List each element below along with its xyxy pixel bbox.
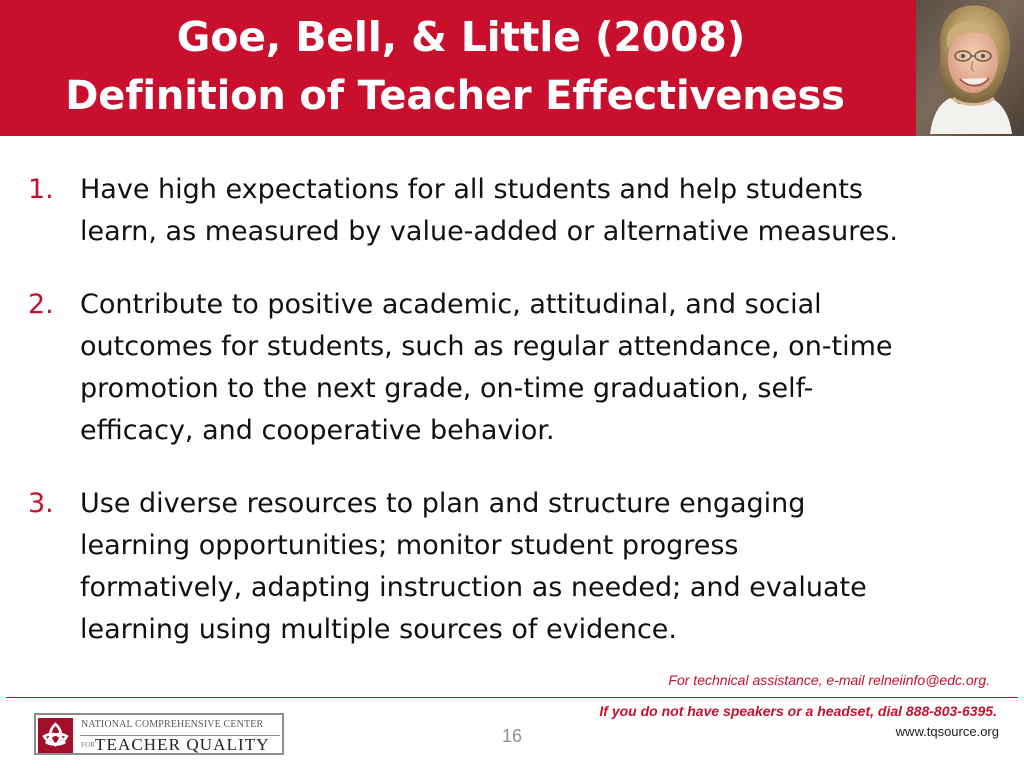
list-item-1-line-2: learn, as measured by value-added or alternative measures. bbox=[80, 216, 898, 247]
slide-title-line-2: Definition of Teacher Effectiveness bbox=[65, 73, 845, 119]
list-item-2-line-4: efficacy, and cooperative behavior. bbox=[80, 415, 555, 446]
list-item-1 bbox=[80, 169, 1010, 253]
logo-text-for: FOR bbox=[81, 741, 96, 749]
list-item-3-line-4: learning using multiple sources of evidence. bbox=[80, 614, 677, 645]
footer-divider bbox=[6, 697, 1018, 698]
national-comprehensive-center-logo bbox=[34, 713, 284, 755]
logo-text-national-center: NATIONAL COMPREHENSIVE CENTER bbox=[81, 719, 264, 730]
list-item-3-line-1: Use diverse resources to plan and structure engaging bbox=[80, 488, 806, 519]
slide-page-number: 16 bbox=[501, 726, 523, 746]
triquetra-knot-logo-icon bbox=[38, 718, 73, 753]
list-item-2 bbox=[80, 284, 1010, 452]
list-item-3 bbox=[80, 483, 1010, 651]
list-number-2: 2. bbox=[28, 289, 54, 320]
logo-text-teacher-quality: TEACHER QUALITY bbox=[95, 735, 270, 754]
list-item-2-line-2: outcomes for students, such as regular attendance, on-time bbox=[80, 331, 893, 362]
dial-in-note: If you do not have speakers or a headset, dial 888-803-6395. bbox=[599, 703, 997, 719]
technical-assistance-note: For technical assistance, e-mail relneiinfo@edc.org. bbox=[668, 672, 990, 688]
list-item-2-line-3: promotion to the next grade, on-time graduation, self- bbox=[80, 373, 814, 404]
list-number-3: 3. bbox=[28, 488, 54, 519]
list-item-3-line-3: formatively, adapting instruction as needed; and evaluate bbox=[80, 572, 867, 603]
list-item-3-line-2: learning opportunities; monitor student progress bbox=[80, 530, 739, 561]
website-link[interactable]: www.tqsource.org bbox=[895, 724, 999, 739]
list-item-2-line-1: Contribute to positive academic, attitudinal, and social bbox=[80, 289, 822, 320]
slide-title-line-1: Goe, Bell, & Little (2008) bbox=[176, 13, 746, 61]
list-item-1-line-1: Have high expectations for all students and help students bbox=[80, 174, 863, 205]
list-number-1: 1. bbox=[28, 174, 54, 205]
